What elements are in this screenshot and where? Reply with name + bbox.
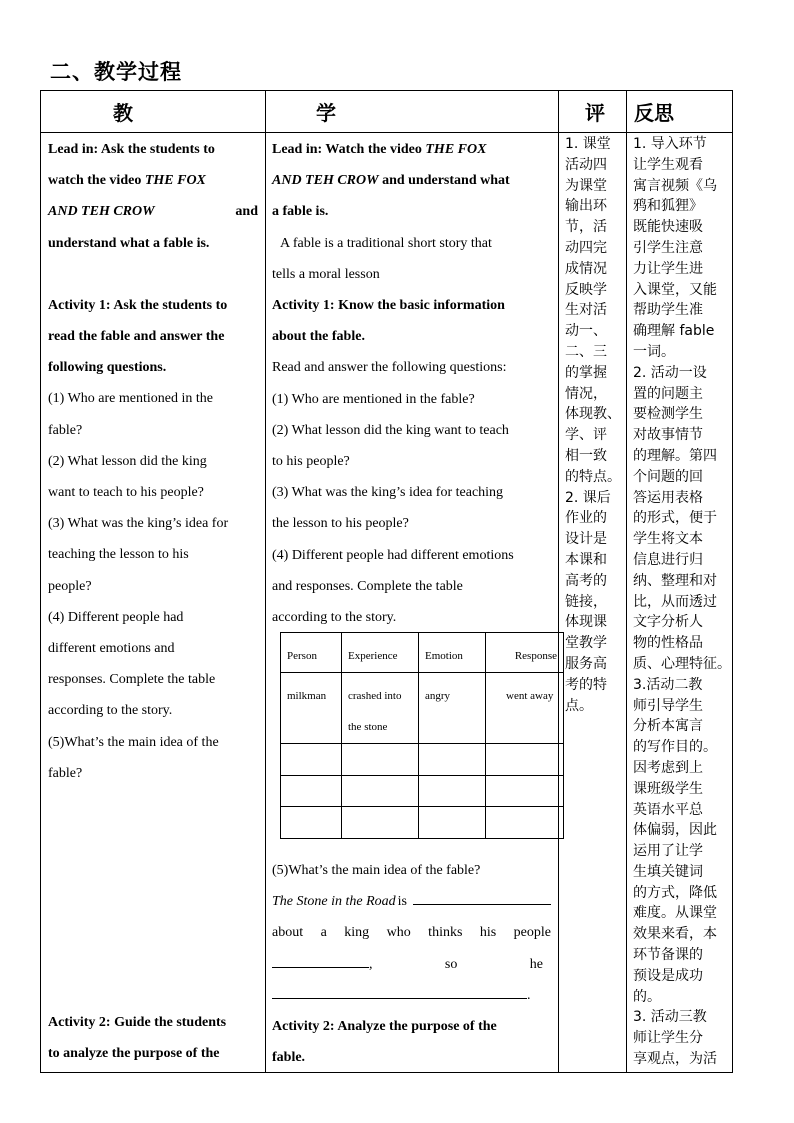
- reflect-line: 因考虑到上: [633, 759, 703, 776]
- fill-blank-line1: The Stone in the Road is: [272, 886, 551, 917]
- reflect-line: 既能快速吸: [633, 219, 703, 236]
- teacher-lead-in-line3: AND TEH CROW and: [48, 204, 258, 220]
- empty-cell[interactable]: [486, 775, 564, 807]
- reflect-line: 2. 活动一设: [633, 364, 707, 381]
- student-q5-block: [272, 855, 551, 1011]
- emotion-table-header: [281, 633, 564, 673]
- student-q1: (1) Who are mentioned in the fable?: [272, 391, 475, 407]
- fable-definition-line2: tells a moral lesson: [272, 266, 380, 282]
- reflect-line: 质、心理特征。: [633, 655, 731, 672]
- eval-line: 2. 课后: [565, 489, 611, 506]
- reflect-line: 对故事情节: [633, 427, 703, 444]
- eval-line: 输出环: [565, 198, 607, 215]
- teacher-activity1-line1: Activity 1: Ask the students to: [48, 297, 228, 313]
- teacher-lead-in-line2: watch the video THE FOX: [48, 173, 206, 189]
- reflect-line: 文字分析人: [633, 614, 703, 631]
- reflect-line: 入课堂，又能: [633, 281, 717, 298]
- reflect-line: 3.活动二教: [633, 676, 703, 693]
- reflect-line: 的。: [633, 988, 661, 1005]
- empty-cell[interactable]: [419, 775, 486, 807]
- teacher-q3-line3: people?: [48, 578, 92, 594]
- student-q4-line1: (4) Different people had different emotions: [272, 547, 514, 563]
- student-q4-line3: according to the story.: [272, 610, 397, 626]
- reflect-line: 确理解 fable: [633, 323, 715, 340]
- reflect-line: 享观点，为活: [633, 1051, 717, 1068]
- empty-cell[interactable]: [342, 775, 419, 807]
- reflect-line: 运用了让学: [633, 843, 703, 860]
- reflect-line: 的方式，降低: [633, 884, 717, 901]
- teacher-q5-line1: (5)What’s the main idea of the: [48, 734, 219, 750]
- reflect-line: 预设是成功: [633, 967, 703, 984]
- reflect-line: 的理解。第四: [633, 447, 717, 464]
- teacher-lead-in-line4: understand what a fable is.: [48, 235, 210, 251]
- reflect-line: 效果来看，本: [633, 926, 717, 943]
- eval-line: 1. 课堂: [565, 136, 611, 152]
- reflect-line: 英语水平总: [633, 801, 703, 818]
- student-activity2: [272, 1011, 551, 1073]
- reflect-line: 要检测学生: [633, 406, 703, 423]
- student-lead-in-line3: a fable is.: [272, 204, 329, 220]
- reflect-line: 寓言视频《乌: [633, 177, 717, 194]
- teacher-q5-line2: fable?: [48, 765, 83, 781]
- cell-person: milkman: [281, 673, 342, 744]
- fill-blank-line2: about a king who thinks his people: [272, 925, 551, 941]
- reflect-line: 生填关键词: [633, 863, 703, 880]
- reflect-line: 师让学生分: [633, 1030, 703, 1047]
- answer-blank-3[interactable]: [272, 998, 527, 999]
- reflect-line: 的写作目的。: [633, 739, 717, 756]
- teacher-column: [48, 134, 258, 789]
- reflection-column: [633, 134, 733, 1070]
- teacher-q2-line1: (2) What lesson did the king: [48, 453, 207, 469]
- eval-line: 生对活: [565, 302, 607, 319]
- student-lead-in-line2: AND TEH CROW and understand what: [272, 173, 510, 189]
- eval-line: 情况，: [565, 385, 607, 402]
- reflect-line: 物的性格品: [633, 635, 703, 652]
- eval-line: 点。: [565, 697, 593, 714]
- student-q3-line2: the lesson to his people?: [272, 516, 409, 532]
- fill-blank-line3: , so he: [272, 949, 551, 980]
- eval-line: 本课和: [565, 551, 607, 568]
- eval-line: 考的特: [565, 676, 607, 693]
- empty-cell[interactable]: [342, 807, 419, 839]
- empty-cell[interactable]: [281, 744, 342, 776]
- eval-line: 作业的: [565, 510, 607, 527]
- reflect-line: 1. 导入环节: [633, 136, 707, 152]
- eval-line: 活动四: [565, 156, 607, 173]
- fable-definition-line1: A fable is a traditional short story that: [280, 235, 492, 251]
- reflect-line: 难度。从课堂: [633, 905, 717, 922]
- teacher-q3-line1: (3) What was the king’s idea for: [48, 516, 229, 532]
- header-learn: 学: [316, 101, 336, 125]
- student-q4-line2: and responses. Complete the table: [272, 578, 463, 594]
- reflect-line: 鸦和狐狸》: [633, 198, 703, 215]
- reflect-line: 师引导学生: [633, 697, 703, 714]
- reflect-line: 一词。: [633, 343, 675, 360]
- header-teach: 教: [113, 101, 133, 125]
- student-activity1-line1: Activity 1: Know the basic information: [272, 298, 505, 314]
- teacher-q1-line1: (1) Who are mentioned in the: [48, 391, 213, 407]
- fill-blank-line4: .: [272, 980, 551, 1011]
- teacher-q4-line4: according to the story.: [48, 703, 173, 719]
- teacher-q4-line3: responses. Complete the table: [48, 672, 216, 688]
- eval-line: 体现课: [565, 614, 607, 631]
- reflect-line: 的形式，便于: [633, 510, 717, 527]
- student-q3-line1: (3) What was the king’s idea for teaching: [272, 485, 504, 501]
- cell-emotion: angry: [419, 673, 486, 744]
- reflect-line: 分析本寓言: [633, 718, 703, 735]
- eval-line: 堂教学: [565, 635, 607, 652]
- eval-line: 的掌握: [565, 364, 607, 381]
- student-lead-in-line1: Lead in: Watch the video THE FOX: [272, 142, 487, 157]
- cell-response: went away: [486, 673, 564, 744]
- empty-cell[interactable]: [486, 744, 564, 776]
- student-activity2-line1: Activity 2: Analyze the purpose of the: [272, 1019, 497, 1034]
- eval-line: 动四完: [565, 239, 607, 256]
- reflect-line: 个问题的回: [633, 468, 703, 485]
- teacher-activity1-line2: read the fable and answer the: [48, 329, 225, 345]
- header-divider: [40, 132, 733, 133]
- empty-cell[interactable]: [342, 744, 419, 776]
- header-reflect: 反思: [634, 101, 674, 125]
- reflect-line: 帮助学生准: [633, 302, 703, 319]
- eval-line: 学、评: [565, 427, 607, 444]
- eval-line: 为课堂: [565, 177, 607, 194]
- reflect-line: 纳、整理和对: [633, 572, 717, 589]
- teacher-q3-line2: teaching the lesson to his: [48, 547, 189, 563]
- table-row[interactable]: [281, 744, 564, 776]
- student-q2-line1: (2) What lesson did the king want to teach: [272, 422, 509, 438]
- answer-blank-2[interactable]: [272, 967, 369, 968]
- empty-cell[interactable]: [486, 807, 564, 839]
- empty-cell[interactable]: [419, 744, 486, 776]
- reflect-line: 置的问题主: [633, 385, 703, 402]
- student-column: [272, 134, 551, 633]
- reflect-line: 环节备课的: [633, 947, 703, 964]
- eval-line: 服务高: [565, 655, 607, 672]
- reflect-line: 让学生观看: [633, 156, 703, 173]
- reflect-line: 学生将文本: [633, 531, 703, 548]
- reflect-line: 信息进行归: [633, 551, 703, 568]
- student-read-instruction: Read and answer the following questions:: [272, 360, 507, 376]
- eval-line: 体现教、: [565, 406, 621, 423]
- reflect-line: 3. 活动三教: [633, 1009, 707, 1026]
- teacher-lead-in-line1: Lead in: Ask the students to: [48, 142, 215, 157]
- teacher-q4-line2: different emotions and: [48, 641, 175, 657]
- col-experience: Experience: [342, 633, 419, 673]
- student-activity1-line2: about the fable.: [272, 329, 365, 345]
- answer-blank-1[interactable]: [413, 904, 551, 905]
- eval-line: 设计是: [565, 531, 607, 548]
- empty-cell[interactable]: [419, 807, 486, 839]
- teacher-activity1-line3: following questions.: [48, 360, 167, 376]
- emotion-table: [280, 632, 564, 839]
- table-row: [281, 673, 564, 744]
- eval-line: 链接，: [565, 593, 607, 610]
- eval-line: 节，活: [565, 219, 607, 236]
- reflect-line: 答运用表格: [633, 489, 703, 506]
- cell-experience: crashed into the stone: [342, 673, 419, 744]
- eval-line: 相一致: [565, 447, 607, 464]
- eval-line: 高考的: [565, 572, 607, 589]
- eval-line: 二、三: [565, 343, 607, 360]
- reflect-line: 力让学生进: [633, 260, 703, 277]
- student-q2-line2: to his people?: [272, 454, 350, 470]
- reflect-line: 比，从而透过: [633, 593, 717, 610]
- table-row[interactable]: [281, 807, 564, 839]
- col-person: Person: [281, 633, 342, 673]
- teacher-activity2-line1: Activity 2: Guide the students: [48, 1015, 227, 1030]
- section-title: 二、教学过程: [50, 60, 182, 84]
- student-q5: (5)What’s the main idea of the fable?: [272, 863, 481, 878]
- eval-line: 反映学: [565, 281, 607, 298]
- evaluation-column: [565, 134, 627, 716]
- student-activity2-line2: fable.: [272, 1050, 306, 1066]
- reflect-line: 引学生注意: [633, 239, 703, 256]
- empty-cell[interactable]: [281, 775, 342, 807]
- teacher-q1-line2: fable?: [48, 422, 83, 438]
- teacher-q4-line1: (4) Different people had: [48, 609, 184, 625]
- teacher-q2-line2: want to teach to his people?: [48, 485, 204, 501]
- col-response: Response: [486, 633, 564, 673]
- col-emotion: Emotion: [419, 633, 486, 673]
- eval-line: 动一、: [565, 323, 607, 340]
- eval-line: 成情况: [565, 260, 607, 277]
- divider-teach-learn: [265, 90, 266, 1072]
- reflect-line: 课班级学生: [633, 780, 703, 797]
- teacher-activity2-line2: to analyze the purpose of the: [48, 1046, 220, 1062]
- eval-line: 的特点。: [565, 468, 621, 485]
- divider-learn-eval: [558, 90, 559, 1072]
- empty-cell[interactable]: [281, 807, 342, 839]
- table-row[interactable]: [281, 775, 564, 807]
- header-eval: 评: [585, 101, 605, 125]
- reflect-line: 体偏弱，因此: [633, 822, 717, 839]
- teacher-activity2: [48, 1007, 258, 1069]
